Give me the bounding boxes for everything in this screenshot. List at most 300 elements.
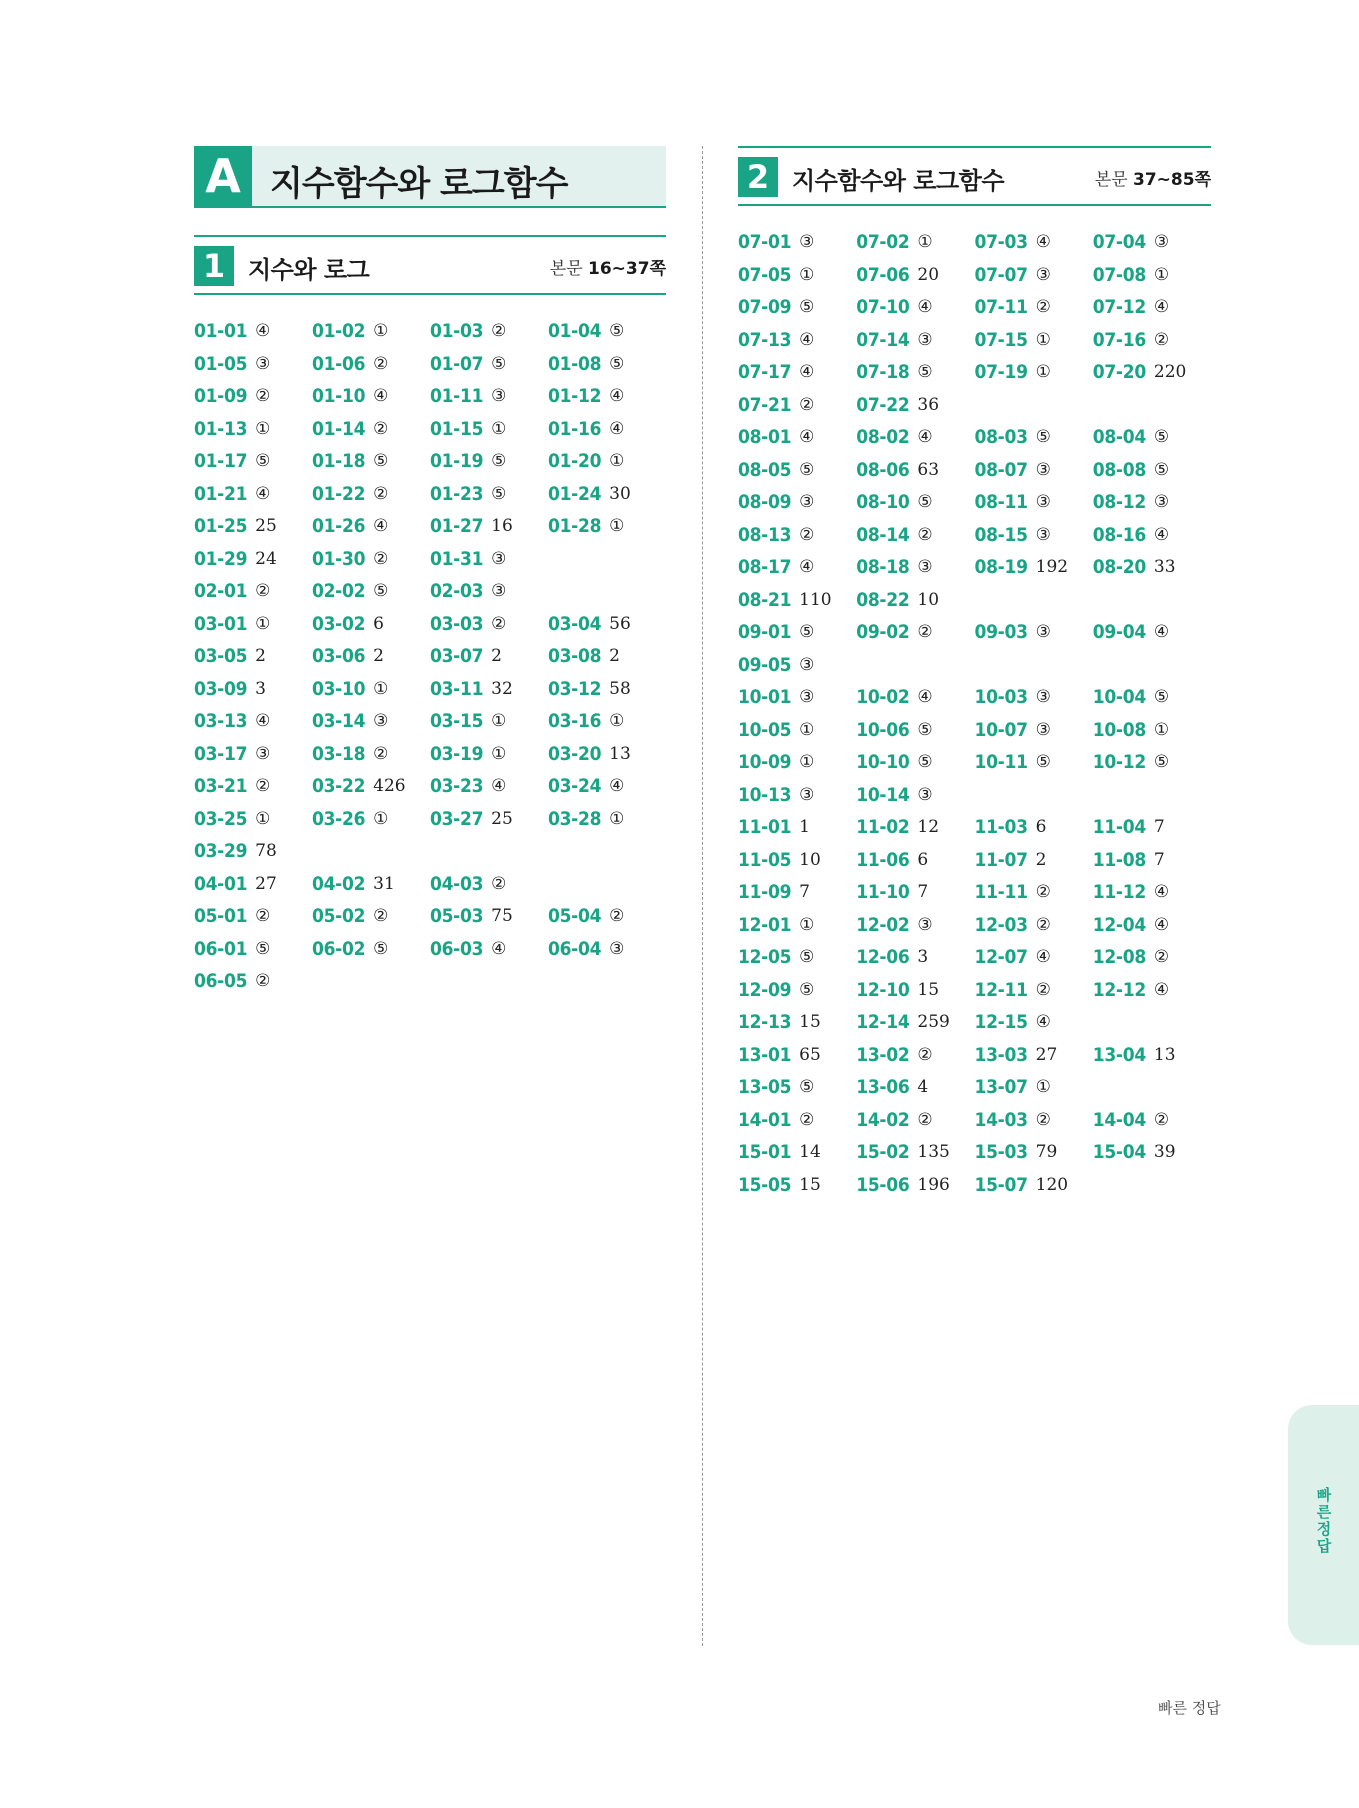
question-number: 10-01 <box>738 686 792 709</box>
answer-value: ④ <box>1153 979 1170 1000</box>
question-number: 03-29 <box>194 840 248 863</box>
answer-value: ① <box>799 752 815 773</box>
answer-item <box>856 974 974 1007</box>
answer-value: ① <box>609 451 625 472</box>
answer-item <box>856 616 974 649</box>
answer-item <box>548 705 666 738</box>
answer-item <box>975 1071 1093 1104</box>
question-number: 03-01 <box>194 612 248 635</box>
question-number: 08-03 <box>974 426 1028 449</box>
question-number: 07-20 <box>1092 361 1146 384</box>
answer-value: ④ <box>609 776 625 797</box>
answer-value: ⑤ <box>373 938 389 959</box>
empty-cell <box>1093 649 1211 682</box>
question-number: 14-03 <box>974 1108 1028 1131</box>
question-number: 03-12 <box>548 677 602 700</box>
answer-value: 6 <box>373 613 384 634</box>
answer-value: 7 <box>1153 849 1165 870</box>
answer-value: ② <box>255 776 271 797</box>
answer-item <box>738 811 856 844</box>
question-number: 01-22 <box>312 482 366 505</box>
answer-item <box>856 324 974 357</box>
answer-value: 6 <box>917 849 929 870</box>
answer-value: ② <box>917 1044 933 1065</box>
answer-value: ① <box>255 808 271 829</box>
answer-value: 27 <box>255 873 277 894</box>
answer-value: ⑤ <box>917 752 933 773</box>
answer-grid-section-1 <box>194 315 666 998</box>
answer-item <box>975 941 1093 974</box>
answer-value: ① <box>491 418 507 439</box>
empty-cell <box>1093 1006 1211 1039</box>
question-number: 01-08 <box>548 352 602 375</box>
answer-value: ① <box>1035 1077 1051 1098</box>
question-number: 12-04 <box>1092 913 1146 936</box>
column-divider <box>702 146 703 1646</box>
answer-item <box>548 445 666 478</box>
question-number: 08-16 <box>1092 523 1146 546</box>
answer-value: ③ <box>491 386 507 407</box>
answer-value: ⑤ <box>255 938 271 959</box>
question-number: 08-17 <box>738 556 792 579</box>
answer-item <box>312 608 430 641</box>
answer-value: ③ <box>1035 622 1051 643</box>
answer-item <box>975 1006 1093 1039</box>
answer-value: ⑤ <box>491 451 507 472</box>
question-number: 08-05 <box>738 458 792 481</box>
question-number: 03-20 <box>548 742 602 765</box>
answer-value: ① <box>1035 362 1051 383</box>
answer-value: ④ <box>799 329 815 350</box>
question-number: 01-11 <box>430 385 484 408</box>
answer-item <box>1093 226 1211 259</box>
answer-item <box>856 779 974 812</box>
answer-item <box>856 941 974 974</box>
side-tab-label: 빠른 정답 <box>1316 1486 1332 1555</box>
answer-value: ③ <box>373 711 389 732</box>
answer-value: ⑤ <box>799 979 815 1000</box>
answer-item <box>1093 909 1211 942</box>
empty-cell <box>548 543 666 576</box>
question-number: 05-01 <box>194 905 248 928</box>
answer-value: ③ <box>491 581 507 602</box>
question-number: 07-12 <box>1092 296 1146 319</box>
question-number: 11-12 <box>1092 881 1146 904</box>
question-number: 07-10 <box>856 296 910 319</box>
answer-value: ④ <box>1153 524 1170 545</box>
question-number: 03-16 <box>548 710 602 733</box>
answer-item <box>312 510 430 543</box>
answer-value: ② <box>799 394 815 415</box>
answer-item <box>312 445 430 478</box>
answer-item <box>194 933 312 966</box>
empty-cell <box>548 868 666 901</box>
answer-value: ⑤ <box>491 483 507 504</box>
answer-item <box>975 324 1093 357</box>
question-number: 11-11 <box>974 881 1028 904</box>
question-number: 06-04 <box>548 937 602 960</box>
question-number: 07-22 <box>856 393 910 416</box>
answer-item <box>738 941 856 974</box>
question-number: 07-04 <box>1092 231 1146 254</box>
question-number: 01-04 <box>548 320 602 343</box>
question-number: 01-23 <box>430 482 484 505</box>
answer-value: ⑤ <box>1035 752 1051 773</box>
answer-value: ② <box>1035 979 1051 1000</box>
question-number: 15-05 <box>738 1173 792 1196</box>
question-number: 03-02 <box>312 612 366 635</box>
question-number: 14-04 <box>1092 1108 1146 1131</box>
answer-value: ③ <box>799 492 815 513</box>
answer-value: 75 <box>491 906 513 927</box>
question-number: 08-11 <box>974 491 1028 514</box>
answer-item <box>738 714 856 747</box>
page-range-value: 16~37쪽 <box>588 259 666 279</box>
answer-item <box>548 348 666 381</box>
answer-value: ③ <box>799 654 815 675</box>
answer-value: ② <box>373 353 389 374</box>
answer-item <box>856 389 974 422</box>
question-number: 01-13 <box>194 417 248 440</box>
empty-cell <box>1093 1071 1211 1104</box>
answer-value: ① <box>1035 329 1051 350</box>
answer-item <box>856 259 974 292</box>
empty-cell <box>1093 389 1211 422</box>
answer-item <box>194 868 312 901</box>
question-number: 13-05 <box>738 1076 792 1099</box>
answer-item <box>430 445 548 478</box>
answer-item <box>194 543 312 576</box>
answer-item <box>312 478 430 511</box>
answer-value: ① <box>799 264 815 285</box>
section-number: 1 <box>194 246 234 286</box>
answer-item <box>975 616 1093 649</box>
question-number: 06-01 <box>194 937 248 960</box>
question-number: 12-06 <box>856 946 910 969</box>
answer-item <box>1093 519 1211 552</box>
question-number: 07-01 <box>738 231 792 254</box>
question-number: 08-07 <box>974 458 1028 481</box>
answer-value: 120 <box>1035 1174 1069 1195</box>
answer-item <box>1093 714 1211 747</box>
answer-value: ② <box>917 1109 933 1130</box>
section-page-range <box>1095 165 1211 190</box>
answer-value: ③ <box>1035 264 1051 285</box>
answer-item <box>856 519 974 552</box>
answer-value: ① <box>917 232 933 253</box>
answer-value: ④ <box>373 386 389 407</box>
answer-value: ④ <box>373 516 389 537</box>
question-number: 03-06 <box>312 645 366 668</box>
answer-value: ⑤ <box>1153 459 1170 480</box>
empty-cell <box>430 965 548 998</box>
question-number: 08-19 <box>974 556 1028 579</box>
question-number: 10-02 <box>856 686 910 709</box>
side-tab[interactable] <box>1288 1405 1359 1645</box>
answer-value: ③ <box>799 232 815 253</box>
question-number: 10-12 <box>1092 751 1146 774</box>
answer-value: ① <box>491 743 507 764</box>
question-number: 12-15 <box>974 1011 1028 1034</box>
question-number: 03-05 <box>194 645 248 668</box>
answer-value: ⑤ <box>799 1077 815 1098</box>
question-number: 01-16 <box>548 417 602 440</box>
question-number: 12-12 <box>1092 978 1146 1001</box>
answer-value: ④ <box>491 938 507 959</box>
answer-item <box>430 510 548 543</box>
answer-item <box>312 673 430 706</box>
question-number: 03-17 <box>194 742 248 765</box>
answer-item <box>975 421 1093 454</box>
question-number: 07-15 <box>974 328 1028 351</box>
answer-value: ② <box>1153 329 1170 350</box>
question-number: 10-06 <box>856 718 910 741</box>
answer-item <box>738 909 856 942</box>
answer-value: 25 <box>491 808 513 829</box>
question-number: 01-31 <box>430 547 484 570</box>
answer-value: ① <box>373 678 389 699</box>
answer-item <box>430 413 548 446</box>
answer-value: 13 <box>609 743 631 764</box>
answer-item <box>856 876 974 909</box>
answer-item <box>975 551 1093 584</box>
question-number: 03-08 <box>548 645 602 668</box>
answer-item <box>856 584 974 617</box>
answer-item <box>1093 324 1211 357</box>
answer-item <box>548 803 666 836</box>
answer-value: ③ <box>1035 459 1051 480</box>
question-number: 15-03 <box>974 1141 1028 1164</box>
answer-item <box>738 1136 856 1169</box>
empty-cell <box>548 965 666 998</box>
question-number: 07-03 <box>974 231 1028 254</box>
question-number: 01-05 <box>194 352 248 375</box>
answer-item <box>738 1006 856 1039</box>
question-number: 01-15 <box>430 417 484 440</box>
question-number: 10-10 <box>856 751 910 774</box>
answer-item <box>738 746 856 779</box>
answer-item <box>194 478 312 511</box>
question-number: 07-02 <box>856 231 910 254</box>
answer-item <box>738 681 856 714</box>
question-number: 07-11 <box>974 296 1028 319</box>
answer-item <box>312 543 430 576</box>
answer-item <box>194 803 312 836</box>
answer-item <box>738 519 856 552</box>
question-number: 01-19 <box>430 450 484 473</box>
answer-value: ② <box>1153 1109 1170 1130</box>
answer-item <box>548 900 666 933</box>
page-range-prefix: 본문 <box>549 259 589 279</box>
answer-value: 220 <box>1153 362 1187 383</box>
answer-item <box>856 746 974 779</box>
answer-item <box>548 510 666 543</box>
answer-value: ⑤ <box>491 353 507 374</box>
answer-value: ⑤ <box>609 321 625 342</box>
answer-value: ④ <box>609 418 625 439</box>
answer-value: 12 <box>917 817 940 838</box>
answer-value: ① <box>799 719 815 740</box>
answer-value: ③ <box>917 557 933 578</box>
answer-item <box>738 974 856 1007</box>
question-number: 10-03 <box>974 686 1028 709</box>
question-number: 08-18 <box>856 556 910 579</box>
question-number: 15-04 <box>1092 1141 1146 1164</box>
answer-value: ⑤ <box>1153 752 1170 773</box>
answer-value: ③ <box>1035 719 1051 740</box>
question-number: 07-07 <box>974 263 1028 286</box>
answer-value: 259 <box>917 1012 950 1033</box>
question-number: 01-17 <box>194 450 248 473</box>
answer-item <box>548 380 666 413</box>
answer-value: 15 <box>799 1012 821 1033</box>
question-number: 04-03 <box>430 872 484 895</box>
answer-value: 7 <box>799 882 810 903</box>
answer-item <box>194 575 312 608</box>
page-range-prefix: 본문 <box>1094 170 1134 190</box>
answer-item <box>1093 1136 1211 1169</box>
answer-value: ④ <box>255 483 271 504</box>
answer-value: 14 <box>799 1142 821 1163</box>
answer-item <box>738 876 856 909</box>
answer-item <box>975 1169 1093 1202</box>
answer-value: ⑤ <box>799 622 815 643</box>
answer-value: ④ <box>1153 882 1170 903</box>
answer-value: ① <box>373 321 389 342</box>
answer-value: ① <box>799 914 815 935</box>
question-number: 10-13 <box>738 783 792 806</box>
answer-item <box>194 445 312 478</box>
answer-item <box>856 681 974 714</box>
answer-item <box>738 324 856 357</box>
question-number: 01-30 <box>312 547 366 570</box>
answer-value: 2 <box>609 646 620 667</box>
question-number: 05-04 <box>548 905 602 928</box>
question-number: 03-19 <box>430 742 484 765</box>
question-number: 08-06 <box>856 458 910 481</box>
question-number: 08-08 <box>1092 458 1146 481</box>
answer-item <box>548 478 666 511</box>
answer-value: ① <box>609 516 625 537</box>
question-number: 08-13 <box>738 523 792 546</box>
question-number: 12-13 <box>738 1011 792 1034</box>
answer-value: ⑤ <box>255 451 271 472</box>
question-number: 03-07 <box>430 645 484 668</box>
answer-value: ④ <box>1035 1012 1051 1033</box>
answer-item <box>312 640 430 673</box>
question-number: 09-01 <box>738 621 792 644</box>
answer-item <box>312 770 430 803</box>
question-number: 13-06 <box>856 1076 910 1099</box>
question-number: 12-09 <box>738 978 792 1001</box>
answer-value: 2 <box>491 646 502 667</box>
empty-cell <box>1093 584 1211 617</box>
answer-item <box>1093 421 1211 454</box>
answer-item <box>856 486 974 519</box>
question-number: 07-21 <box>738 393 792 416</box>
answer-value: ① <box>609 808 625 829</box>
question-number: 11-03 <box>974 816 1028 839</box>
answer-value: 30 <box>609 483 631 504</box>
empty-cell <box>1093 1169 1211 1202</box>
answer-item <box>194 965 312 998</box>
question-number: 03-03 <box>430 612 484 635</box>
answer-value: 10 <box>917 589 940 610</box>
question-number: 08-21 <box>738 588 792 611</box>
answer-item <box>1093 844 1211 877</box>
answer-item <box>194 835 312 868</box>
question-number: 01-10 <box>312 385 366 408</box>
answer-value: ② <box>491 613 507 634</box>
question-number: 15-02 <box>856 1141 910 1164</box>
answer-value: 25 <box>255 516 277 537</box>
question-number: 10-14 <box>856 783 910 806</box>
question-number: 06-05 <box>194 970 248 993</box>
question-number: 01-06 <box>312 352 366 375</box>
question-number: 03-10 <box>312 677 366 700</box>
question-number: 10-05 <box>738 718 792 741</box>
answer-item <box>430 933 548 966</box>
answer-value: ③ <box>609 938 625 959</box>
answer-value: 3 <box>917 947 929 968</box>
answer-item <box>856 1006 974 1039</box>
answer-item <box>194 705 312 738</box>
answer-value: 110 <box>799 589 832 610</box>
answer-item <box>194 640 312 673</box>
answer-item <box>1093 259 1211 292</box>
answer-item <box>738 259 856 292</box>
answer-item <box>856 454 974 487</box>
question-number: 01-07 <box>430 352 484 375</box>
empty-cell <box>430 835 548 868</box>
answer-item <box>738 551 856 584</box>
answer-item <box>738 1071 856 1104</box>
question-number: 11-05 <box>738 848 792 871</box>
answer-item <box>975 909 1093 942</box>
answer-item <box>975 681 1093 714</box>
answer-value: ④ <box>609 386 625 407</box>
answer-item <box>738 291 856 324</box>
question-number: 06-03 <box>430 937 484 960</box>
answer-value: 20 <box>917 264 940 285</box>
answer-item <box>548 315 666 348</box>
empty-cell <box>975 389 1093 422</box>
section-title: 지수와 로그 <box>248 256 370 284</box>
question-number: 10-09 <box>738 751 792 774</box>
answer-item <box>430 640 548 673</box>
answer-item <box>548 673 666 706</box>
answer-value: ⑤ <box>1035 427 1051 448</box>
answer-value: ③ <box>799 784 815 805</box>
answer-item <box>312 348 430 381</box>
answer-item <box>1093 291 1211 324</box>
question-number: 01-28 <box>548 515 602 538</box>
answer-value: ⑤ <box>799 297 815 318</box>
answer-item <box>430 803 548 836</box>
answer-item <box>738 389 856 422</box>
answer-item <box>548 738 666 771</box>
question-number: 08-12 <box>1092 491 1146 514</box>
answer-item <box>194 413 312 446</box>
answer-value: ④ <box>491 776 507 797</box>
question-number: 03-24 <box>548 775 602 798</box>
answer-item <box>430 543 548 576</box>
empty-cell <box>312 965 430 998</box>
answer-item <box>1093 876 1211 909</box>
question-number: 01-01 <box>194 320 248 343</box>
answer-item <box>312 738 430 771</box>
answer-item <box>975 259 1093 292</box>
